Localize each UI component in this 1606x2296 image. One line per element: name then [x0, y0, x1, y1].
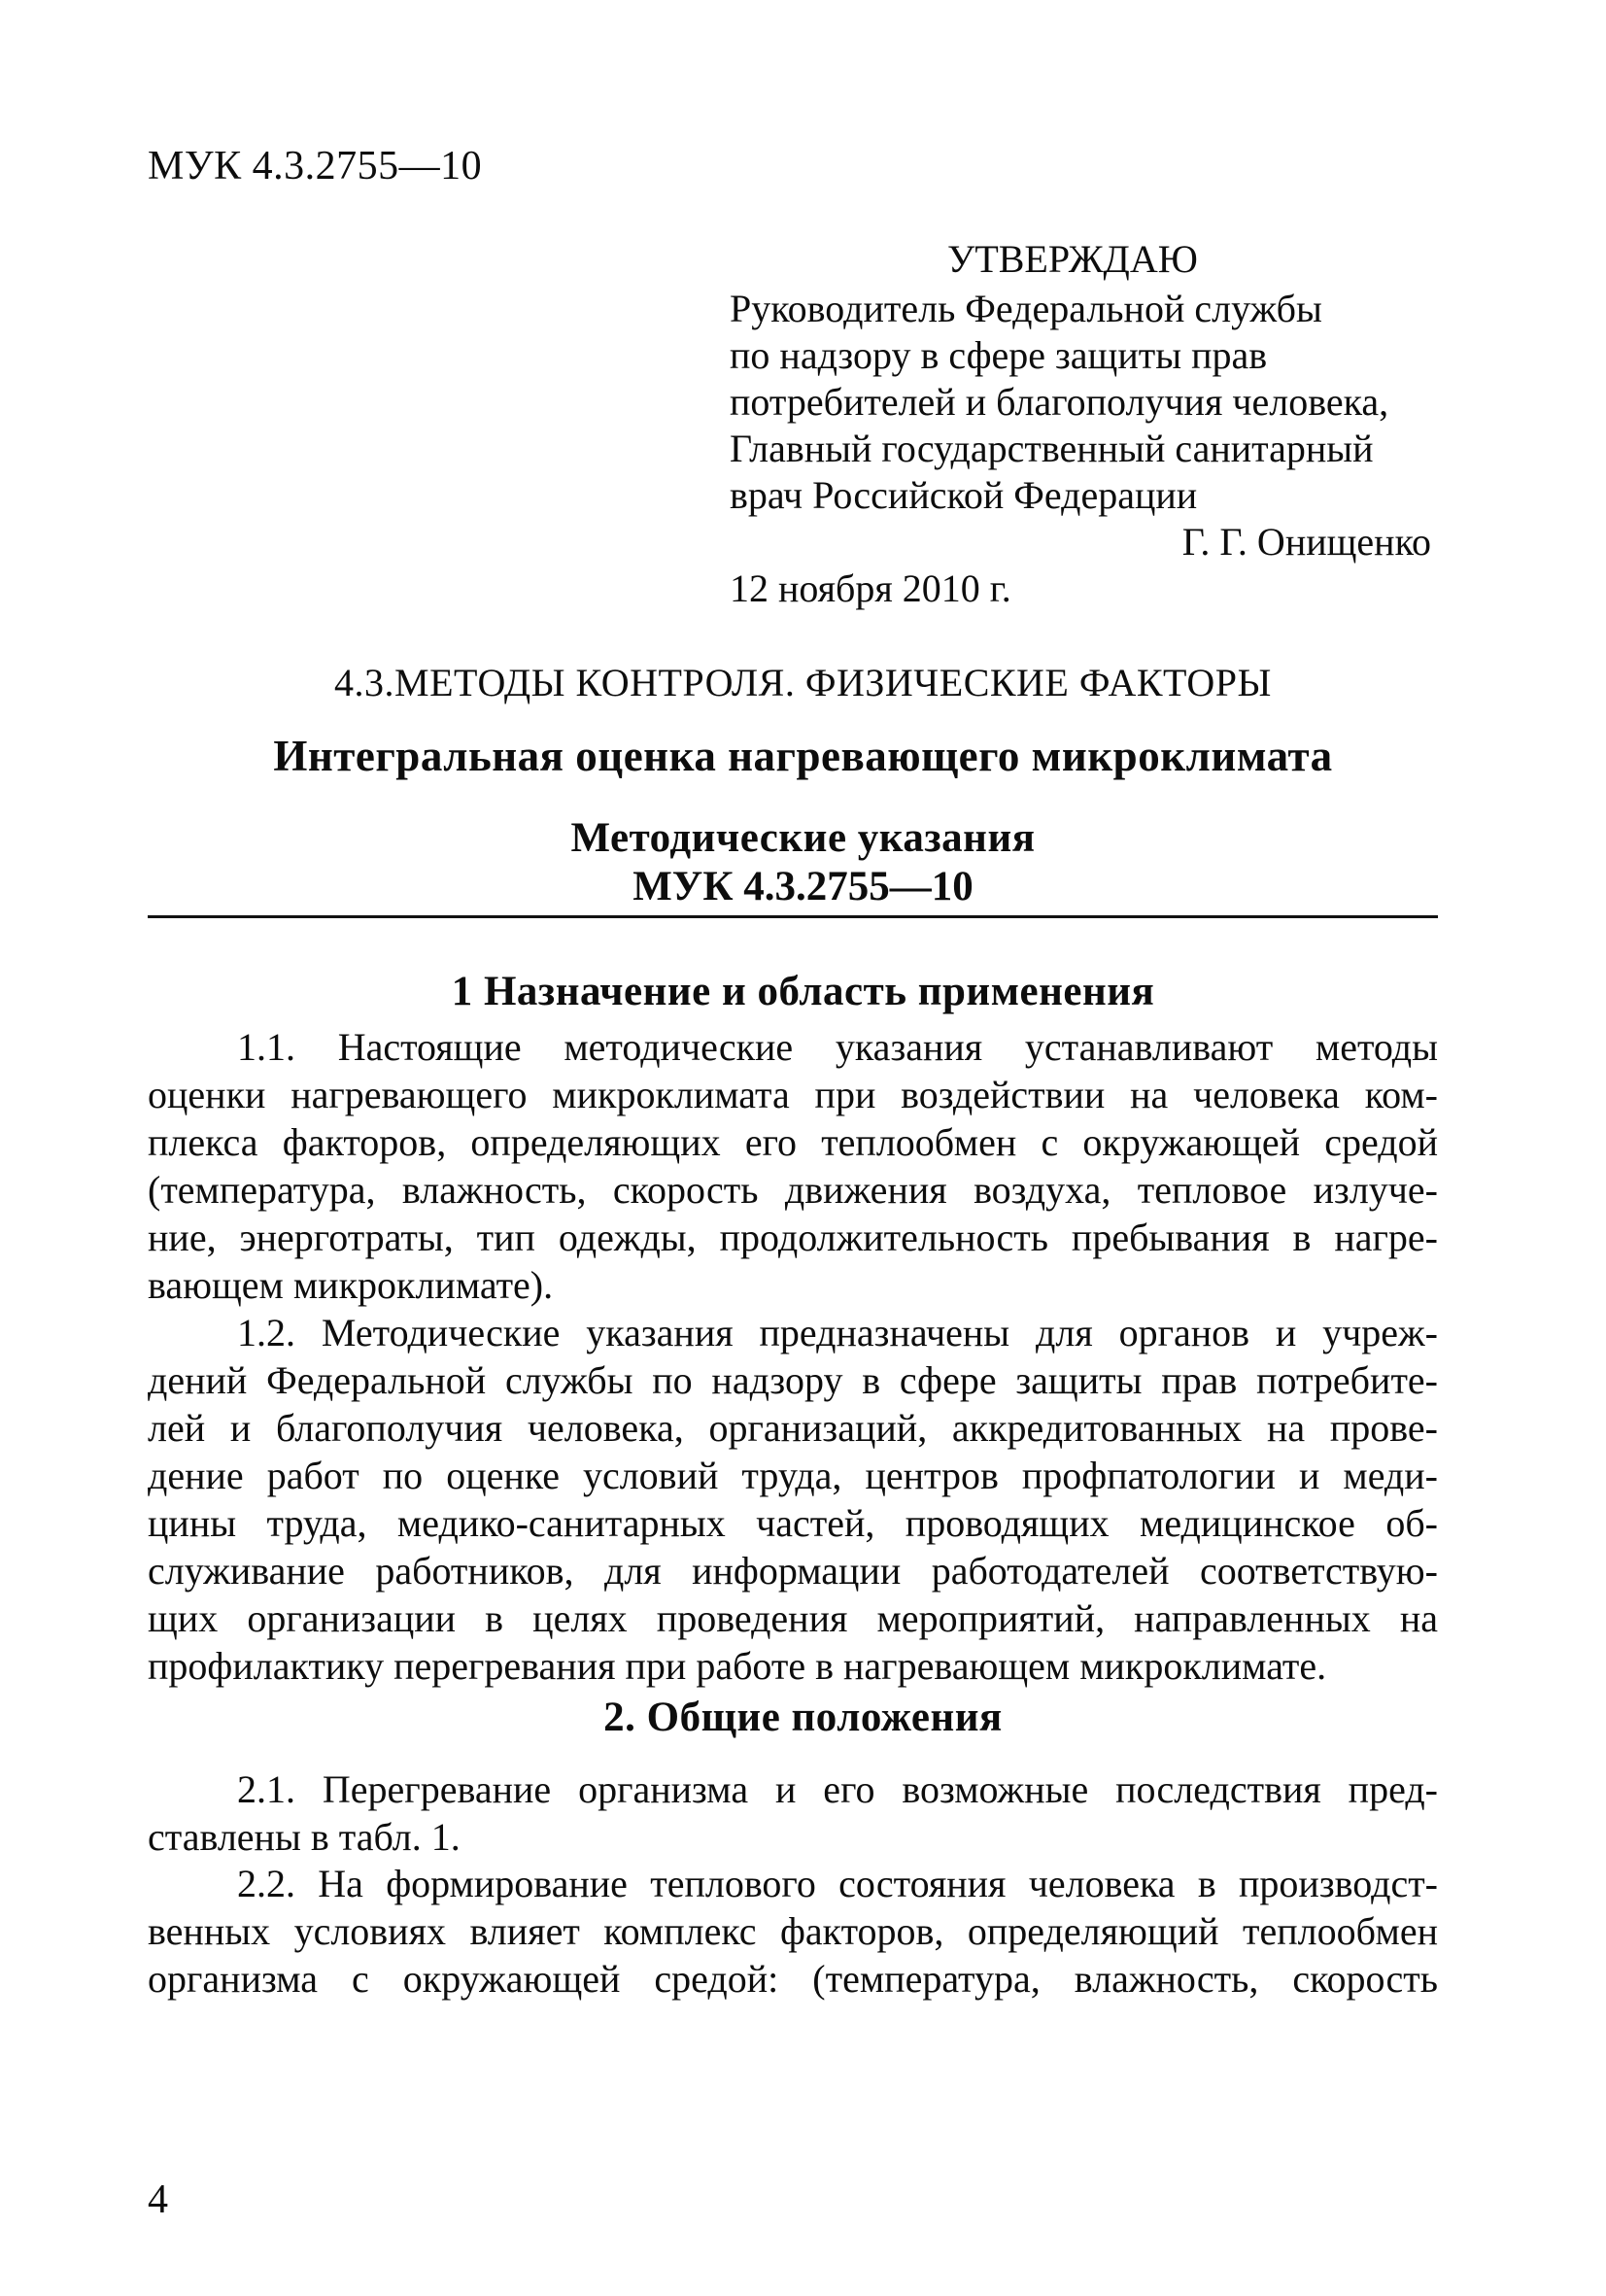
section-1-heading: 1 Назначение и область применения	[451, 969, 1155, 1014]
text-line: ставлены в табл. 1.	[148, 1815, 461, 1859]
paragraph-2-1	[148, 1765, 1438, 1861]
page-number: 4	[148, 2177, 168, 2222]
text-line: щих организации в целях проведения мероприятий, направленных на	[148, 1596, 1438, 1640]
text-line: плекса факторов, определяющих его теплообмен с окружающей средой	[148, 1120, 1438, 1164]
approval-line: Руководитель Федеральной службы	[730, 287, 1322, 330]
paragraph-1-2	[148, 1309, 1438, 1690]
document-code: МУК 4.3.2755—10	[632, 864, 974, 909]
text-line: организма с окружающей средой: (температура, влажность, скорость	[148, 1957, 1438, 2001]
text-line: служивание работников, для информации работодателей соответствую-	[148, 1549, 1438, 1593]
approval-line: врач Российской Федерации	[730, 473, 1198, 517]
text-line: ние, энерготраты, тип одежды, продолжительность пребывания в нагре-	[148, 1216, 1438, 1259]
text-line: лей и благополучия человека, организаций, аккредитованных на прове-	[148, 1406, 1438, 1450]
section-group-heading: 4.3.МЕТОДЫ КОНТРОЛЯ. ФИЗИЧЕСКИЕ ФАКТОРЫ	[334, 661, 1272, 704]
approval-line: по надзору в сфере защиты прав	[730, 333, 1268, 377]
text-line: венных условиях влияет комплекс факторов, определяющий теплообмен	[148, 1909, 1438, 1953]
text-line: (температура, влажность, скорость движения воздуха, тепловое излуче-	[148, 1168, 1438, 1212]
text-line: вающем микроклимате).	[148, 1263, 554, 1307]
approval-line: потребителей и благополучия человека,	[730, 380, 1389, 424]
paragraph-1-1	[148, 1023, 1438, 1309]
text-line: цины труда, медико-санитарных частей, проводящих медицинское об-	[148, 1501, 1438, 1545]
text-line: дение работ по оценке условий труда, центров профпатологии и меди-	[148, 1454, 1438, 1497]
text-line: оценки нагревающего микроклимата при воздействии на человека ком-	[148, 1073, 1438, 1116]
running-header-doc-code: МУК 4.3.2755—10	[148, 144, 483, 188]
text-line: 2.1. Перегревание организма и его возможные последствия пред-	[237, 1767, 1438, 1811]
approval-heading: УТВЕРЖДАЮ	[947, 237, 1198, 281]
text-line: дений Федеральной службы по надзору в сфере защиты прав потребите-	[148, 1358, 1438, 1402]
document-type: Методические указания	[570, 815, 1036, 861]
approval-date: 12 ноября 2010 г.	[730, 566, 1011, 610]
title-divider	[148, 915, 1438, 918]
approval-signer: Г. Г. Онищенко	[1181, 520, 1431, 564]
text-line: 1.1. Настоящие методические указания устанавливают методы	[237, 1025, 1438, 1069]
approval-line: Главный государственный санитарный	[730, 427, 1374, 470]
text-line: 1.2. Методические указания предназначены для органов и учреж-	[237, 1311, 1438, 1354]
approval-block	[730, 236, 1429, 612]
section-2-heading: 2. Общие положения	[603, 1695, 1003, 1740]
paragraph-2-2	[148, 1860, 1438, 2003]
document-title: Интегральная оценка нагревающего микроклимата	[273, 732, 1333, 780]
text-line: профилактику перегревания при работе в нагревающем микроклимате.	[148, 1644, 1327, 1688]
text-line: 2.2. На формирование теплового состояния человека в производст-	[237, 1862, 1438, 1905]
